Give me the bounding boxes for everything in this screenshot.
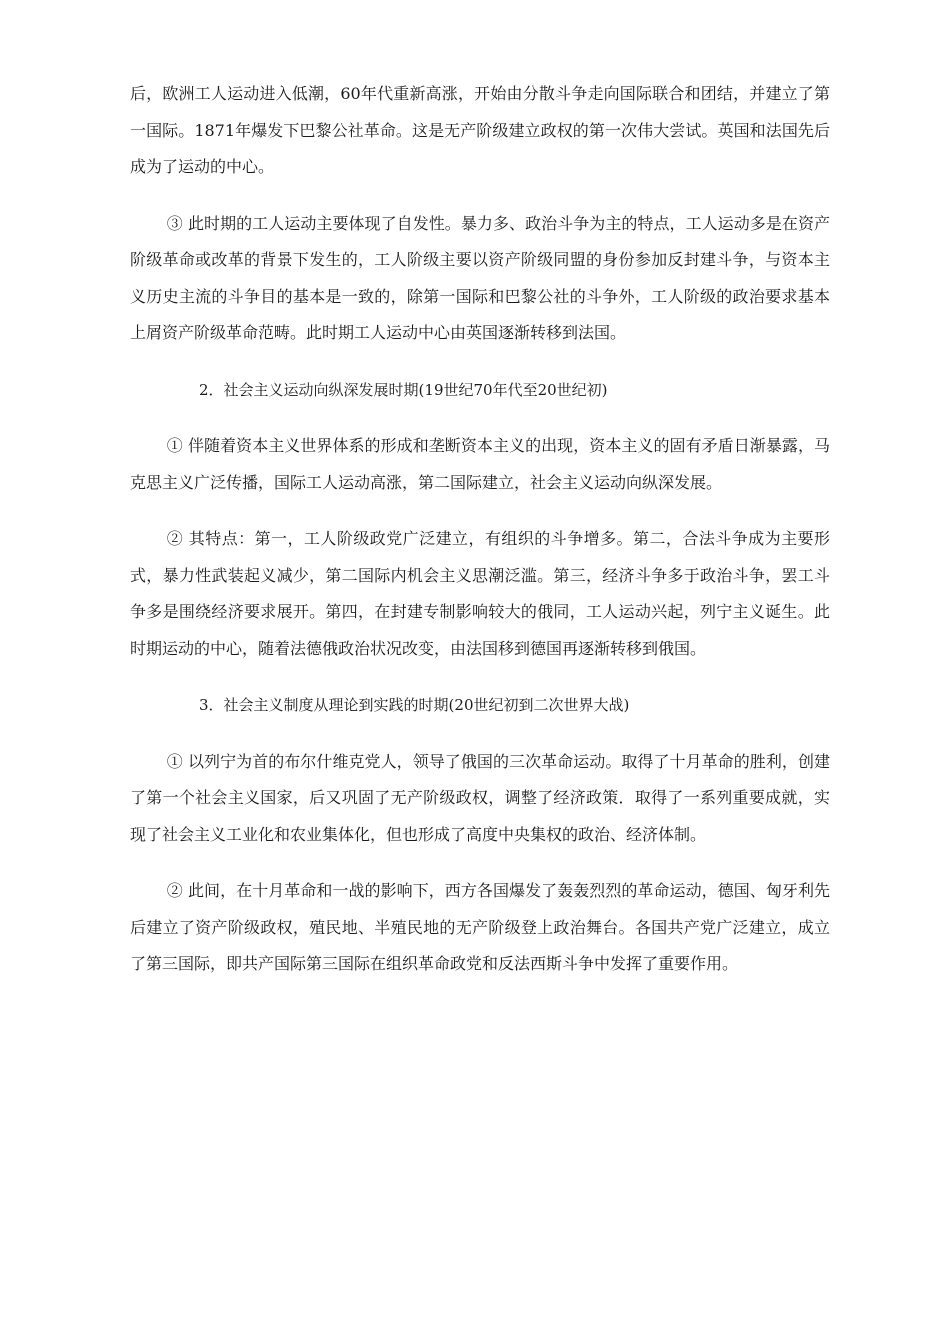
paragraph-3-point-1: ① 以列宁为首的布尔什维克党人，领导了俄国的三次革命运动。取得了十月革命的胜利，创建了第一个社会主义国家，后又巩固了无产阶级政权，调整了经济政策．取得了一系列重要成就，实现了社会主义工业化和农业集体化，但也形成了高度中央集权的政治、经济体制。 bbox=[130, 751, 830, 844]
section-heading-3: 3．社会主义制度从理论到实践的时期(20世纪初到二次世界大战) bbox=[199, 696, 630, 714]
paragraph-continuation: 后，欧洲工人运动进入低潮，60年代重新高涨，开始由分散斗争走向国际联合和团结，并建立了第一国际。1871年爆发下巴黎公社革命。这是无产阶级建立政权的第一次伟大尝试。英国和法国先后成为了运动的中心。 bbox=[130, 84, 830, 176]
paragraph-3-point-2: ② 此间，在十月革命和一战的影响下，西方各国爆发了轰轰烈烈的革命运动，德国、匈牙利先后建立了资产阶级政权，殖民地、半殖民地的无产阶级登上政治舞台。各国共产党广泛建立，成立了第三国际，即共产国际第三国际在组织革命政党和反法西斯斗争中发挥了重要作用。 bbox=[130, 881, 830, 973]
paragraph-2-point-2: ② 其特点：第一，工人阶级政党广泛建立，有组织的斗争增多。第二，合法斗争成为主要形式，暴力性武装起义减少，第二国际内机会主义思潮泛滥。第三，经济斗争多于政治斗争，罢工斗争多是围绕经济要求展开。第四，在封建专制影响较大的俄同，工人运动兴起，列宁主义诞生。此时期运动的中心，随着法德俄政治状况改变，由法国移到德国再逐渐转移到俄国。 bbox=[130, 529, 830, 658]
section-heading-2: 2．社会主义运动向纵深发展时期(19世纪70年代至20世纪初) bbox=[199, 380, 608, 399]
paragraph-2-point-1: ① 伴随着资本主义世界体系的形成和垄断资本主义的出现，资本主义的固有矛盾日渐暴露，马克思主义广泛传播，国际工人运动高涨，第二国际建立，社会主义运动向纵深发展。 bbox=[130, 436, 830, 492]
document-page bbox=[130, 76, 830, 983]
paragraph-point-3: ③ 此时期的工人运动主要体现了自发性。暴力多、政治斗争为主的特点，工人运动多是在资产阶级革命或改革的背景下发生的，工人阶级主要以资产阶级同盟的身份参加反封建斗争，与资本主义历史主流的斗争目的基本是一致的，除第一国际和巴黎公社的斗争外，工人阶级的政治要求基本上屑资产阶级革命范畴。此时期工人运动中心由英国逐渐转移到法国。 bbox=[130, 213, 830, 342]
